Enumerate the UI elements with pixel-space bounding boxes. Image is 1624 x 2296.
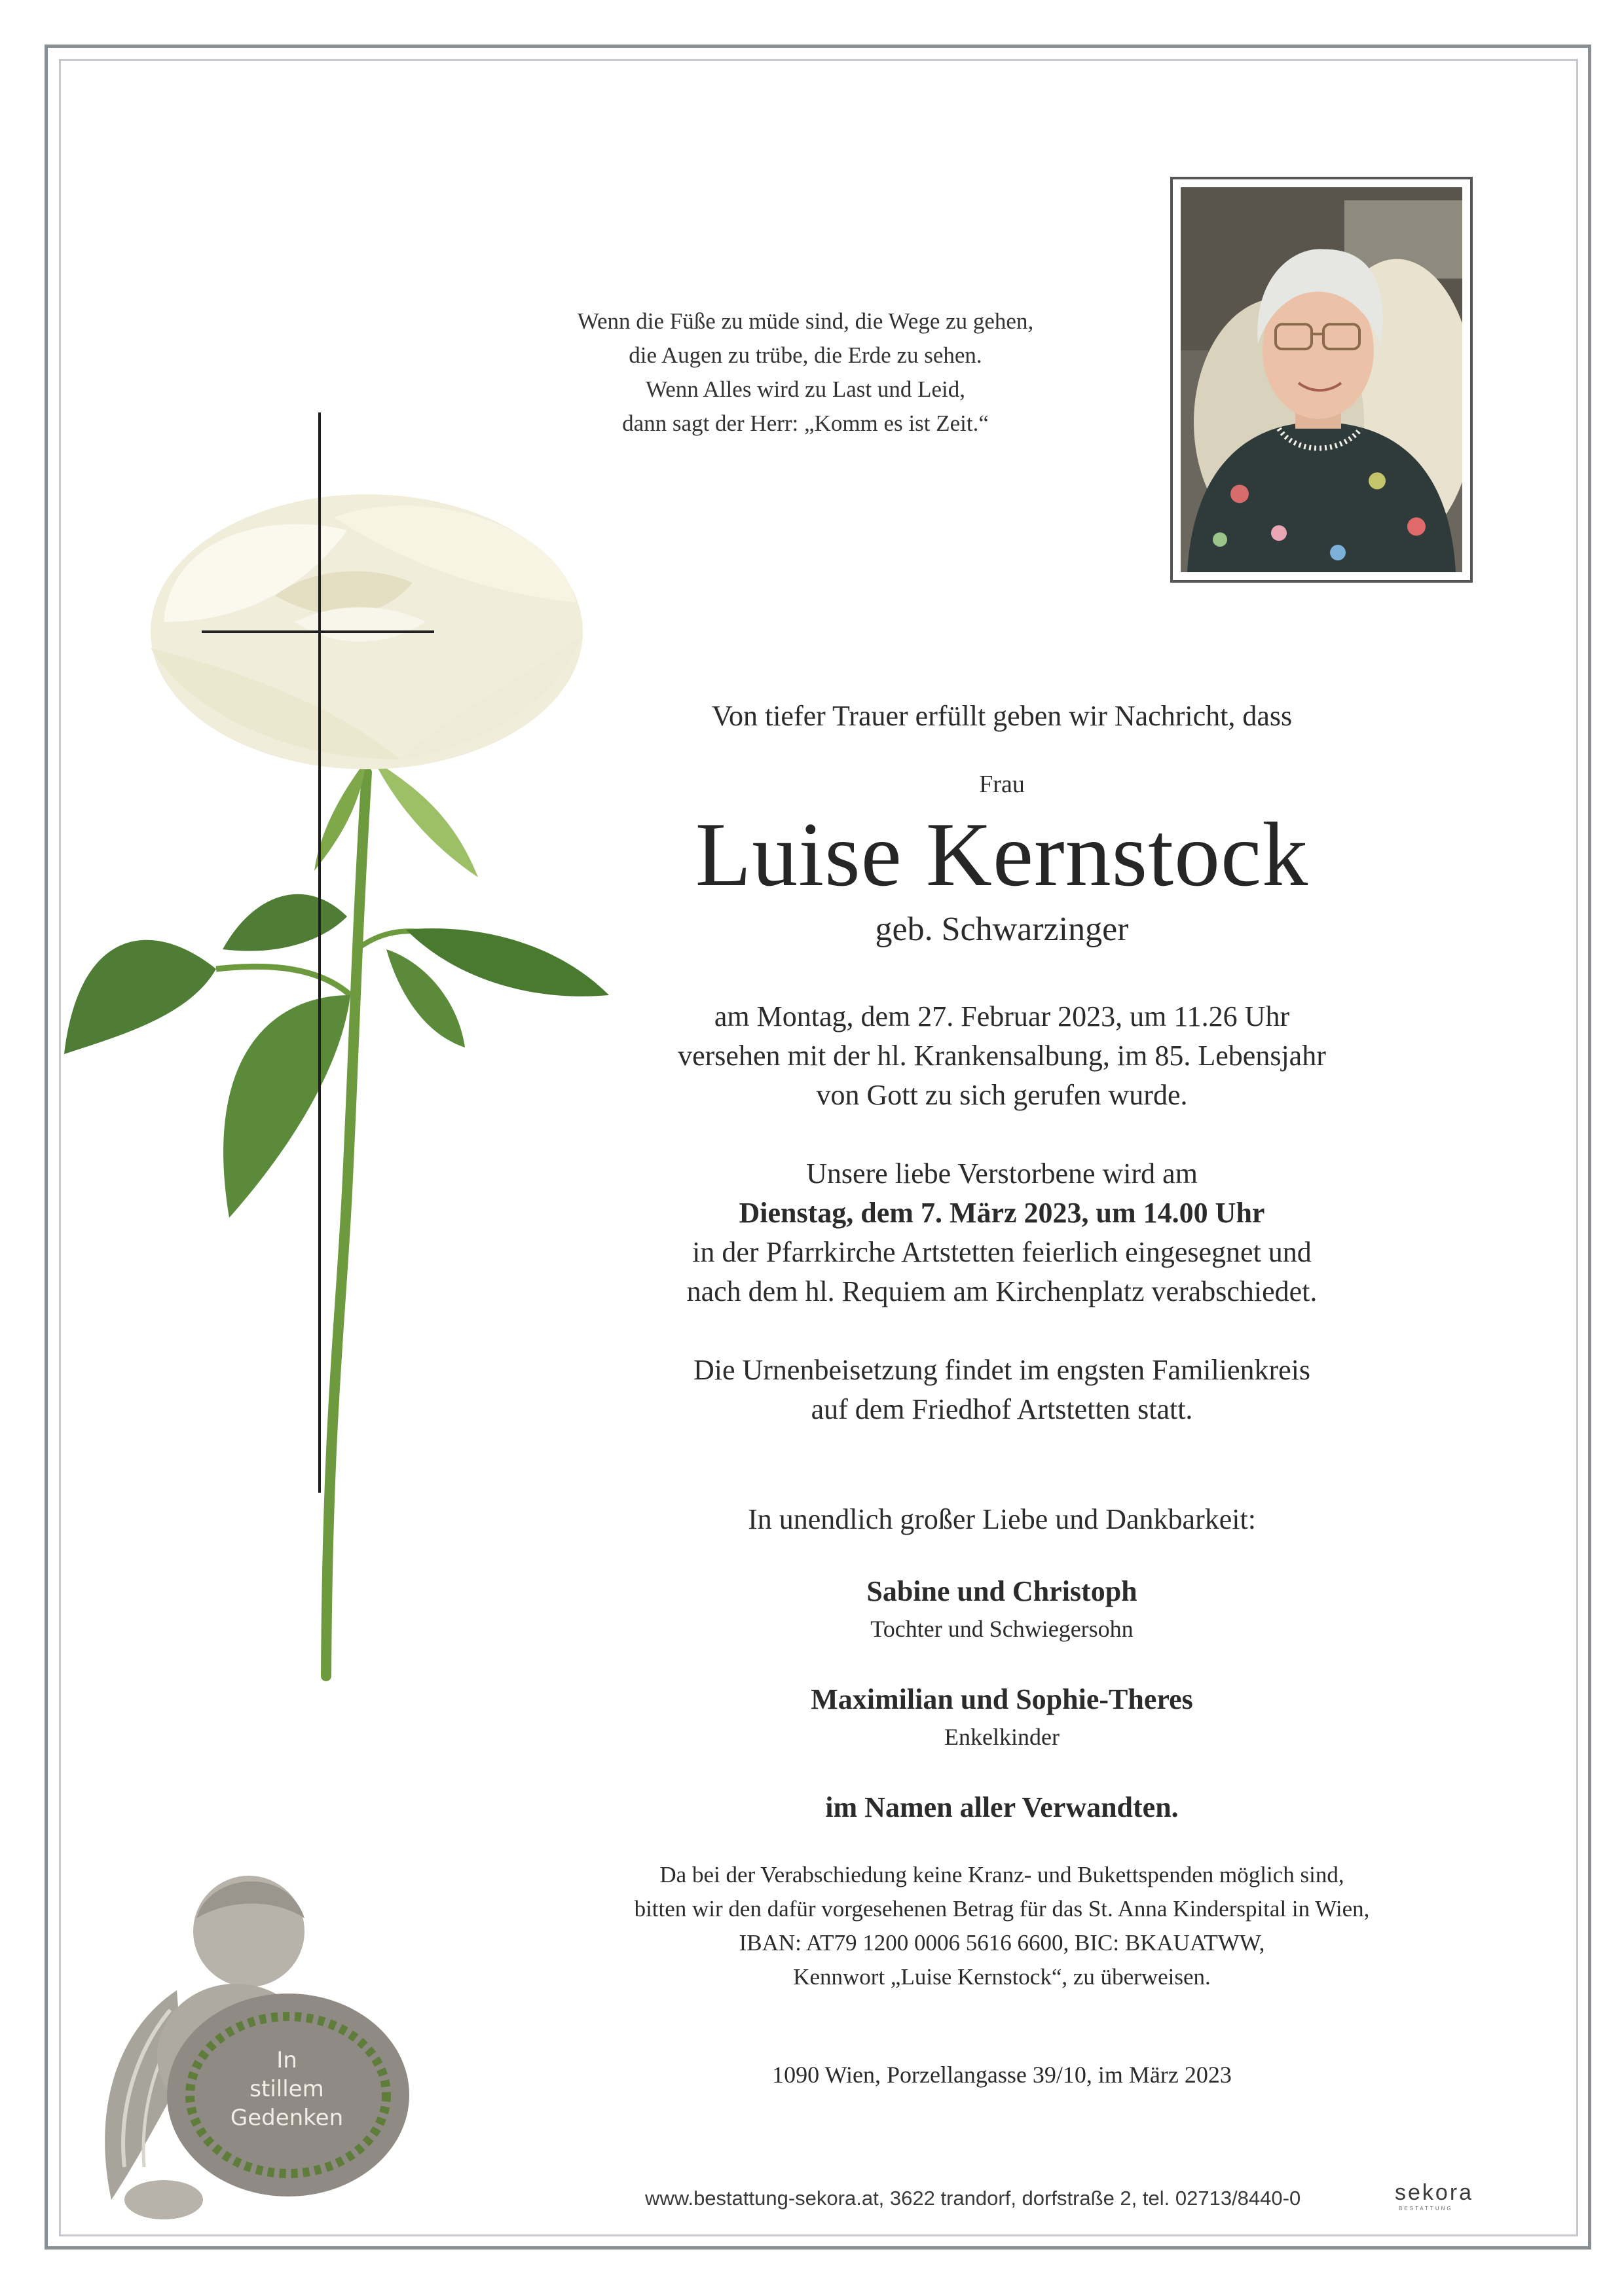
- poem-line: die Augen zu trübe, die Erde zu sehen.: [629, 342, 982, 368]
- intro-text: Von tiefer Trauer erfüllt geben wir Nachricht, dass: [711, 700, 1293, 732]
- funeral-line: in der Pfarrkirche Artstetten feierlich eingesegnet und: [692, 1236, 1312, 1268]
- funeral-date: Dienstag, dem 7. März 2023, um 14.00 Uhr: [739, 1197, 1265, 1229]
- donation-line: Kennwort „Luise Kernstock“, zu überweisen.: [793, 1964, 1211, 1990]
- donation-line: Da bei der Verabschiedung keine Kranz- und Bukettspenden möglich sind,: [659, 1862, 1344, 1887]
- angel-inscription-line: Gedenken: [230, 2105, 344, 2131]
- death-notice: [544, 997, 1460, 1115]
- death-notice-line: versehen mit der hl. Krankensalbung, im 85. Lebensjahr: [678, 1040, 1326, 1072]
- salutation: Frau: [979, 771, 1025, 798]
- thanks-line: In unendlich großer Liebe und Dankbarkeit:: [748, 1503, 1256, 1535]
- sekora-logo: [1395, 2180, 1473, 2212]
- death-notice-line: von Gott zu sich gerufen wurde.: [816, 1079, 1188, 1111]
- angel-inscription-line: stillem: [249, 2076, 324, 2102]
- closing-line: im Namen aller Verwandten.: [825, 1791, 1179, 1823]
- angel-statue-illustration: [79, 1859, 419, 2239]
- logo-subtitle: BESTATTUNG: [1399, 2206, 1453, 2212]
- urn-notice: [544, 1351, 1460, 1429]
- funeral-notice: [544, 1154, 1460, 1311]
- funeral-line: Unsere liebe Verstorbene wird am: [806, 1157, 1198, 1190]
- mourner-relation: Tochter und Schwiegersohn: [870, 1616, 1134, 1642]
- deceased-name: Luise Kernstock: [695, 804, 1309, 905]
- footer-contact: www.bestattung-sekora.at, 3622 trandorf, dorfstraße 2, tel. 02713/8440-0: [645, 2187, 1301, 2210]
- urn-line: auf dem Friedhof Artstetten statt.: [811, 1393, 1193, 1425]
- poem-line: Wenn die Füße zu müde sind, die Wege zu gehen,: [577, 308, 1034, 334]
- birth-name: geb. Schwarzinger: [875, 911, 1129, 948]
- poem-line: Wenn Alles wird zu Last und Leid,: [645, 376, 966, 402]
- logo-word: sekora: [1395, 2180, 1474, 2205]
- death-notice-line: am Montag, dem 27. Februar 2023, um 11.26 Uhr: [714, 1000, 1290, 1032]
- urn-line: Die Urnenbeisetzung findet im engsten Familienkreis: [693, 1354, 1311, 1386]
- funeral-line: nach dem hl. Requiem am Kirchenplatz verabschiedet.: [686, 1275, 1318, 1307]
- donation-line: IBAN: AT79 1200 0006 5616 6600, BIC: BKAUATWW,: [739, 1930, 1265, 1956]
- place-date: 1090 Wien, Porzellangasse 39/10, im März 2023: [772, 2062, 1232, 2088]
- poem: [511, 304, 1100, 441]
- mourner-names: Maximilian und Sophie-Theres: [811, 1683, 1193, 1715]
- mourner-relation: Enkelkinder: [944, 1724, 1060, 1750]
- mourner-names: Sabine und Christoph: [866, 1575, 1137, 1607]
- angel-inscription-line: In: [276, 2047, 297, 2073]
- donation-notice: [544, 1858, 1460, 1994]
- poem-line: dann sagt der Herr: „Komm es ist Zeit.“: [622, 410, 989, 436]
- donation-line: bitten wir den dafür vorgesehenen Betrag für das St. Anna Kinderspital in Wien,: [634, 1896, 1370, 1922]
- portrait-photo: [1170, 177, 1473, 583]
